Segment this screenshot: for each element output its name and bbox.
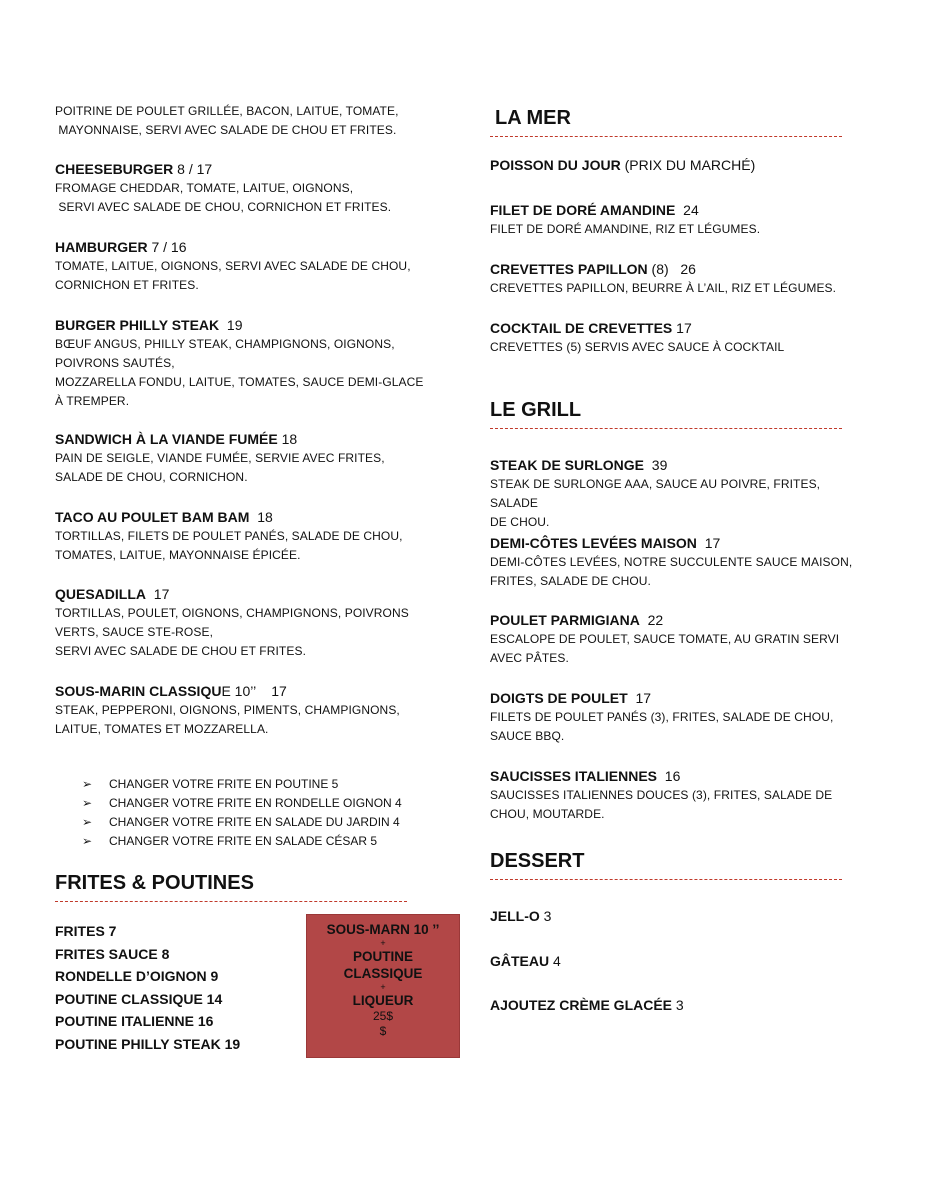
menu-item-dore [490,200,870,239]
item-desc: TOMATE, LAITUE, OIGNONS, SERVI AVEC SALADE DE CHOU, [55,259,411,273]
item-name: BURGER PHILLY STEAK [55,317,220,333]
menu-item-demi-cotes [490,533,870,591]
item-name: SAUCISSES ITALIENNES [490,768,657,784]
menu-item-gateau [490,951,870,971]
item-name: GÂTEAU [490,953,550,969]
item-name: HAMBURGER [55,239,148,255]
menu-item-cocktail [490,318,870,357]
promo-line: SOUS-MARN 10 ’’ [326,922,440,937]
item-desc: SAUCE BBQ. [490,729,565,743]
promo-line: CLASSIQUE [343,966,423,981]
menu-item-parmigiana [490,610,870,668]
item-price: 18 [249,509,273,525]
menu-item-saucisses [490,766,870,824]
item-desc: AVEC PÂTES. [490,651,569,665]
arrow-bullet-icon: ➢ [82,796,93,810]
item-price: 17 [672,320,692,336]
option-label: CHANGER VOTRE FRITE EN RONDELLE OIGNON 4 [109,796,402,810]
menu-item-taco [55,507,455,565]
menu-item-cheeseburger [55,159,455,217]
item-name: JELL-O [490,908,540,924]
option-item [55,794,455,813]
item-price: (PRIX DU MARCHÉ) [620,157,756,173]
item-desc: FRITES, SALADE DE CHOU. [490,574,651,588]
frites-list [55,920,305,1055]
menu-item-sous-marin [55,681,455,739]
option-label: CHANGER VOTRE FRITE EN POUTINE 5 [109,777,339,791]
section-title: DESSERT [490,849,842,880]
item-desc: BŒUF ANGUS, PHILLY STEAK, CHAMPIGNONS, OIGNONS, [55,337,395,351]
item-price: 18 [277,431,298,447]
menu-item-hamburger [55,237,455,295]
menu-item-creme-glacee [490,995,870,1015]
item-name: POULET PARMIGIANA [490,612,640,628]
item-desc: ESCALOPE DE POULET, SAUCE TOMATE, AU GRATIN SERVI [490,632,840,646]
item-desc: SERVI AVEC SALADE DE CHOU, CORNICHON ET FRITES. [55,200,392,214]
promo-plus: + [380,982,386,992]
item-name: SANDWICH À LA VIANDE FUMÉE [55,431,278,447]
item-name: AJOUTEZ CRÈME GLACÉE [490,997,673,1013]
item-price: 17 [696,535,721,551]
intro-line: MAYONNAISE, SERVI AVEC SALADE DE CHOU ET FRITES. [55,123,397,137]
frites-item: FRITES SAUCE 8 [55,945,170,962]
menu-item-sandwich [55,429,455,487]
item-name: POISSON DU JOUR [490,157,621,173]
item-name: QUESADILLA [55,586,146,602]
menu-item-poisson [490,155,870,175]
arrow-bullet-icon: ➢ [82,815,93,829]
frites-item: POUTINE ITALIENNE 16 [55,1013,214,1029]
item-desc: VERTS, SAUCE STE-ROSE, [55,625,214,639]
promo-price: 25$ [372,1009,394,1023]
item-desc: CORNICHON ET FRITES. [55,278,199,292]
item-price: 17 [146,586,170,602]
arrow-bullet-icon: ➢ [82,777,93,791]
combo-promo-box [306,914,460,1058]
item-desc: FILET DE DORÉ AMANDINE, RIZ ET LÉGUMES. [490,222,761,236]
item-price: 39 [644,457,668,473]
item-desc: FROMAGE CHEDDAR, TOMATE, LAITUE, OIGNONS, [55,181,354,195]
item-desc: SALADE DE CHOU, CORNICHON. [55,470,248,484]
item-desc: SERVI AVEC SALADE DE CHOU ET FRITES. [55,644,307,658]
item-name: SOUS-MARIN CLASSIQU [55,683,222,699]
option-item [55,813,455,832]
item-name: DEMI-CÔTES LEVÉES MAISON [490,535,697,551]
frites-section [55,871,455,902]
item-desc: MOZZARELLA FONDU, LAITUE, TOMATES, SAUCE DEMI-GLACE [55,375,424,389]
la-mer-section [490,106,870,137]
item-desc: LAITUE, TOMATES ET MOZZARELLA. [55,722,269,736]
item-price: (8) 26 [647,261,696,277]
item-desc: PAIN DE SEIGLE, VIANDE FUMÉE, SERVIE AVEC FRITES, [55,451,385,465]
item-name: FILET DE DORÉ AMANDINE [490,202,676,218]
item-price: 7 / 16 [147,239,187,255]
item-desc: DEMI-CÔTES LEVÉES, NOTRE SUCCULENTE SAUCE MAISON, [490,555,853,569]
item-price: 22 [639,612,664,628]
option-label: CHANGER VOTRE FRITE EN SALADE CÉSAR 5 [109,834,378,848]
item-price: 24 [675,202,699,218]
menu-item-steak [490,455,870,532]
left-column [55,102,455,140]
item-price: E 10’’ 17 [221,683,287,699]
frites-item: RONDELLE D’OIGNON 9 [55,968,219,984]
item-price: 16 [657,768,681,784]
promo-price: $ [379,1024,387,1038]
dessert-section [490,849,870,880]
item-desc: CREVETTES (5) SERVIS AVEC SAUCE À COCKTAIL [490,340,785,354]
item-name: TACO AU POULET BAM BAM [55,509,250,525]
item-name: STEAK DE SURLONGE [490,457,645,473]
arrow-bullet-icon: ➢ [82,834,93,848]
item-desc: FILETS DE POULET PANÉS (3), FRITES, SALADE DE CHOU, [490,710,834,724]
intro-line: POITRINE DE POULET GRILLÉE, BACON, LAITUE, TOMATE, [55,104,399,118]
item-desc: TORTILLAS, POULET, OIGNONS, CHAMPIGNONS, POIVRONS [55,606,409,620]
item-price: 3 [539,908,552,924]
item-price: 3 [672,997,684,1013]
option-label: CHANGER VOTRE FRITE EN SALADE DU JARDIN 4 [109,815,400,829]
item-desc: STEAK, PEPPERONI, OIGNONS, PIMENTS, CHAMPIGNONS, [55,703,400,717]
item-name: CREVETTES PAPILLON [490,261,648,277]
frite-options [55,775,455,851]
item-desc: TORTILLAS, FILETS DE POULET PANÉS, SALADE DE CHOU, [55,529,403,543]
item-price: 17 [627,690,652,706]
item-desc: CHOU, MOUTARDE. [490,807,605,821]
item-desc: STEAK DE SURLONGE AAA, SAUCE AU POIVRE, FRITES, SALADE [490,477,821,510]
option-item [55,832,455,851]
menu-item-jello [490,906,870,926]
promo-line: LIQUEUR [352,993,414,1008]
section-title: FRITES & POUTINES [55,871,407,902]
item-desc: TOMATES, LAITUE, MAYONNAISE ÉPICÉE. [55,548,301,562]
item-desc: CREVETTES PAPILLON, BEURRE À L’AIL, RIZ ET LÉGUMES. [490,281,837,295]
le-grill-section [490,398,870,429]
frites-item: FRITES 7 [55,923,117,939]
item-price: 8 / 17 [173,161,213,177]
menu-item-quesadilla [55,584,455,661]
section-title: LA MER [490,106,842,137]
promo-plus: + [380,938,386,948]
item-desc: POIVRONS SAUTÉS, [55,356,175,370]
frites-item: POUTINE PHILLY STEAK 19 [55,1035,241,1052]
frites-item: POUTINE CLASSIQUE 14 [55,990,223,1007]
section-title: LE GRILL [490,398,842,429]
menu-item-doigts [490,688,870,746]
menu-item-crevettes-papillon [490,259,870,298]
option-item [55,775,455,794]
item-name: CHEESEBURGER [55,161,174,177]
item-desc: DE CHOU. [490,515,550,529]
item-desc: SAUCISSES ITALIENNES DOUCES (3), FRITES, SALADE DE [490,788,833,802]
item-price: 19 [219,317,243,333]
promo-line: POUTINE [352,949,413,964]
menu-item-burger-philly-steak [55,315,455,411]
item-name: DOIGTS DE POULET [490,690,628,706]
item-name: COCKTAIL DE CREVETTES [490,320,673,336]
item-price: 4 [549,953,561,969]
item-desc: À TREMPER. [55,394,130,408]
